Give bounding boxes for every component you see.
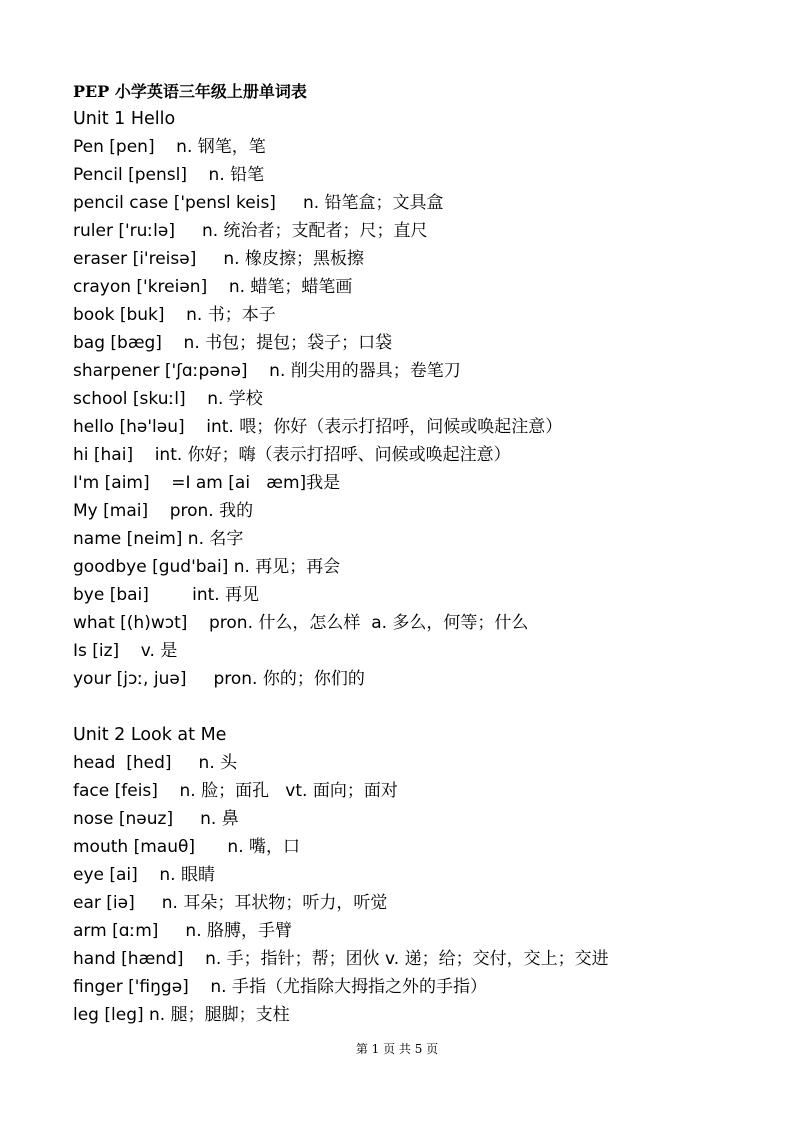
- vocab-entry: hi [hai] int. 你好；嗨（表示打招呼、问候或唤起注意）: [73, 445, 511, 465]
- page-footer: 第 1 页 共 5 页: [355, 1042, 439, 1056]
- vocab-entry: goodbye [gud'bai] n. 再见；再会: [73, 557, 341, 577]
- vocab-entry: eraser [i'reisə] n. 橡皮擦；黑板擦: [73, 249, 364, 269]
- vocab-entry: sharpener ['ʃɑːpənə] n. 削尖用的器具；卷笔刀: [73, 361, 461, 381]
- vocab-entry: face [feis] n. 脸；面孔 vt. 面向；面对: [73, 781, 398, 801]
- document-title: PEP 小学英语三年级上册单词表: [73, 82, 307, 101]
- vocab-entry: crayon ['kreiən] n. 蜡笔；蜡笔画: [73, 277, 353, 297]
- vocab-entry: eye [ai] n. 眼睛: [73, 865, 215, 885]
- vocab-entry: bye [bai] int. 再见: [73, 585, 260, 605]
- unit-1-heading: Unit 1 Hello: [73, 109, 176, 129]
- vocab-entry: your [jɔː, juə] pron. 你的；你们的: [73, 669, 365, 689]
- vocab-entry: I'm [aim] =I am [ai æm]我是: [73, 473, 341, 493]
- vocab-entry: book [buk] n. 书；本子: [73, 305, 276, 325]
- vocab-entry: Pencil [pensl] n. 铅笔: [73, 165, 265, 185]
- vocab-entry: school [skuːl] n. 学校: [73, 389, 263, 409]
- vocab-entry: Pen [pen] n. 钢笔，笔: [73, 137, 266, 157]
- vocab-entry: mouth [mauθ] n. 嘴，口: [73, 837, 301, 857]
- vocab-entry: hand [hænd] n. 手；指针；帮；团伙 v. 递；给；交付，交上；交进: [73, 949, 609, 969]
- vocab-entry: My [mai] pron. 我的: [73, 501, 254, 521]
- vocab-entry: arm [ɑːm] n. 胳膊，手臂: [73, 921, 293, 941]
- vocab-entry: ruler ['ruːlə] n. 统治者；支配者；尺；直尺: [73, 221, 428, 241]
- vocabulary-list: [73, 105, 773, 1029]
- vocab-entry: head [hed] n. 头: [73, 753, 238, 773]
- vocab-entry: what [(h)wɔt] pron. 什么，怎么样 a. 多么，何等；什么: [73, 613, 529, 633]
- vocab-entry: finger ['fiŋgə] n. 手指（尤指除大拇指之外的手指）: [73, 977, 487, 997]
- vocab-entry: nose [nəuz] n. 鼻: [73, 809, 239, 829]
- vocab-entry: bag [bæg] n. 书包；提包；袋子；口袋: [73, 333, 393, 353]
- vocab-entry: Is [iz] v. 是: [73, 641, 178, 661]
- vocab-entry: leg [leg] n. 腿；腿脚；支柱: [73, 1005, 290, 1025]
- unit-2-heading: Unit 2 Look at Me: [73, 725, 227, 745]
- blank-line: [73, 693, 773, 721]
- vocab-entry: hello [hə'ləu] int. 喂；你好（表示打招呼，问候或唤起注意）: [73, 417, 563, 437]
- vocab-entry: name [neim] n. 名字: [73, 529, 244, 549]
- vocab-entry: pencil case ['pensl keis] n. 铅笔盒；文具盒: [73, 193, 444, 213]
- vocab-entry: ear [iə] n. 耳朵；耳状物；听力，听觉: [73, 893, 388, 913]
